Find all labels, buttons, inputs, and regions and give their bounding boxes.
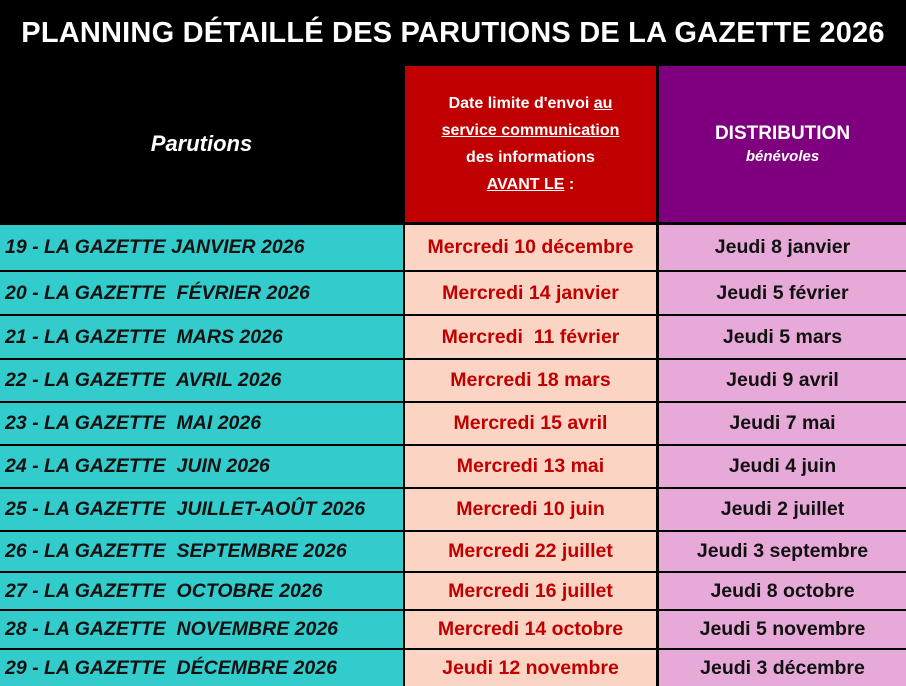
- distribution-cell: Jeudi 5 novembre: [657, 611, 906, 648]
- distribution-cell: Jeudi 3 décembre: [657, 650, 906, 686]
- schedule-table: [0, 223, 906, 686]
- header-deadline-line3: des informations: [466, 149, 595, 166]
- distribution-cell: Jeudi 7 mai: [657, 403, 906, 444]
- header-distribution-sub: bénévoles: [745, 148, 820, 165]
- table-row: [0, 223, 906, 270]
- header-deadline-line1: [449, 90, 613, 117]
- parution-cell: 26 - LA GAZETTE SEPTEMBRE 2026: [0, 532, 403, 571]
- parution-cell: 24 - LA GAZETTE JUIN 2026: [0, 446, 403, 487]
- header-deadline-text-b: au: [593, 95, 613, 112]
- header-deadline-text-a: Date limite d'envoi: [448, 95, 594, 112]
- distribution-cell: Jeudi 4 juin: [657, 446, 906, 487]
- distribution-cell: Jeudi 3 septembre: [657, 532, 906, 571]
- header-deadline-colon: :: [564, 176, 575, 193]
- table-row: [0, 270, 906, 314]
- header-deadline-avant-le: AVANT LE: [486, 176, 565, 193]
- deadline-cell: Mercredi 14 octobre: [403, 611, 657, 648]
- header-parutions: [0, 66, 403, 222]
- table-row: [0, 648, 906, 686]
- distribution-cell: Jeudi 8 octobre: [657, 573, 906, 609]
- deadline-cell: Mercredi 11 février: [403, 316, 657, 358]
- table-row: [0, 401, 906, 444]
- parution-cell: 19 - LA GAZETTE JANVIER 2026: [0, 225, 403, 270]
- distribution-cell: Jeudi 8 janvier: [657, 225, 906, 270]
- table-row: [0, 609, 906, 648]
- table-row: [0, 487, 906, 530]
- page-title: PLANNING DÉTAILLÉ DES PARUTIONS DE LA GAZETTE 2026: [21, 16, 885, 49]
- parution-cell: 27 - LA GAZETTE OCTOBRE 2026: [0, 573, 403, 609]
- parution-cell: 21 - LA GAZETTE MARS 2026: [0, 316, 403, 358]
- header-distribution-label: DISTRIBUTION: [714, 123, 851, 144]
- table-row: [0, 444, 906, 487]
- header-deadline: [403, 66, 657, 222]
- table-row: [0, 358, 906, 401]
- parution-cell: 28 - LA GAZETTE NOVEMBRE 2026: [0, 611, 403, 648]
- deadline-cell: Mercredi 10 décembre: [403, 225, 657, 270]
- header-distribution: [657, 66, 906, 222]
- deadline-cell: Mercredi 22 juillet: [403, 532, 657, 571]
- deadline-cell: Mercredi 13 mai: [403, 446, 657, 487]
- parution-cell: 29 - LA GAZETTE DÉCEMBRE 2026: [0, 650, 403, 686]
- deadline-cell: Mercredi 10 juin: [403, 489, 657, 530]
- distribution-cell: Jeudi 2 juillet: [657, 489, 906, 530]
- header-deadline-line2: service communication: [441, 122, 620, 139]
- deadline-cell: Jeudi 12 novembre: [403, 650, 657, 686]
- deadline-cell: Mercredi 16 juillet: [403, 573, 657, 609]
- deadline-cell: Mercredi 15 avril: [403, 403, 657, 444]
- table-row: [0, 571, 906, 609]
- distribution-cell: Jeudi 9 avril: [657, 360, 906, 401]
- table-row: [0, 314, 906, 358]
- parution-cell: 25 - LA GAZETTE JUILLET-AOÛT 2026: [0, 489, 403, 530]
- parution-cell: 23 - LA GAZETTE MAI 2026: [0, 403, 403, 444]
- table-row: [0, 530, 906, 571]
- header-parutions-label: Parutions: [150, 131, 253, 156]
- deadline-cell: Mercredi 18 mars: [403, 360, 657, 401]
- distribution-cell: Jeudi 5 février: [657, 272, 906, 314]
- deadline-cell: Mercredi 14 janvier: [403, 272, 657, 314]
- parution-cell: 20 - LA GAZETTE FÉVRIER 2026: [0, 272, 403, 314]
- parution-cell: 22 - LA GAZETTE AVRIL 2026: [0, 360, 403, 401]
- distribution-cell: Jeudi 5 mars: [657, 316, 906, 358]
- header-deadline-line4: [487, 171, 574, 198]
